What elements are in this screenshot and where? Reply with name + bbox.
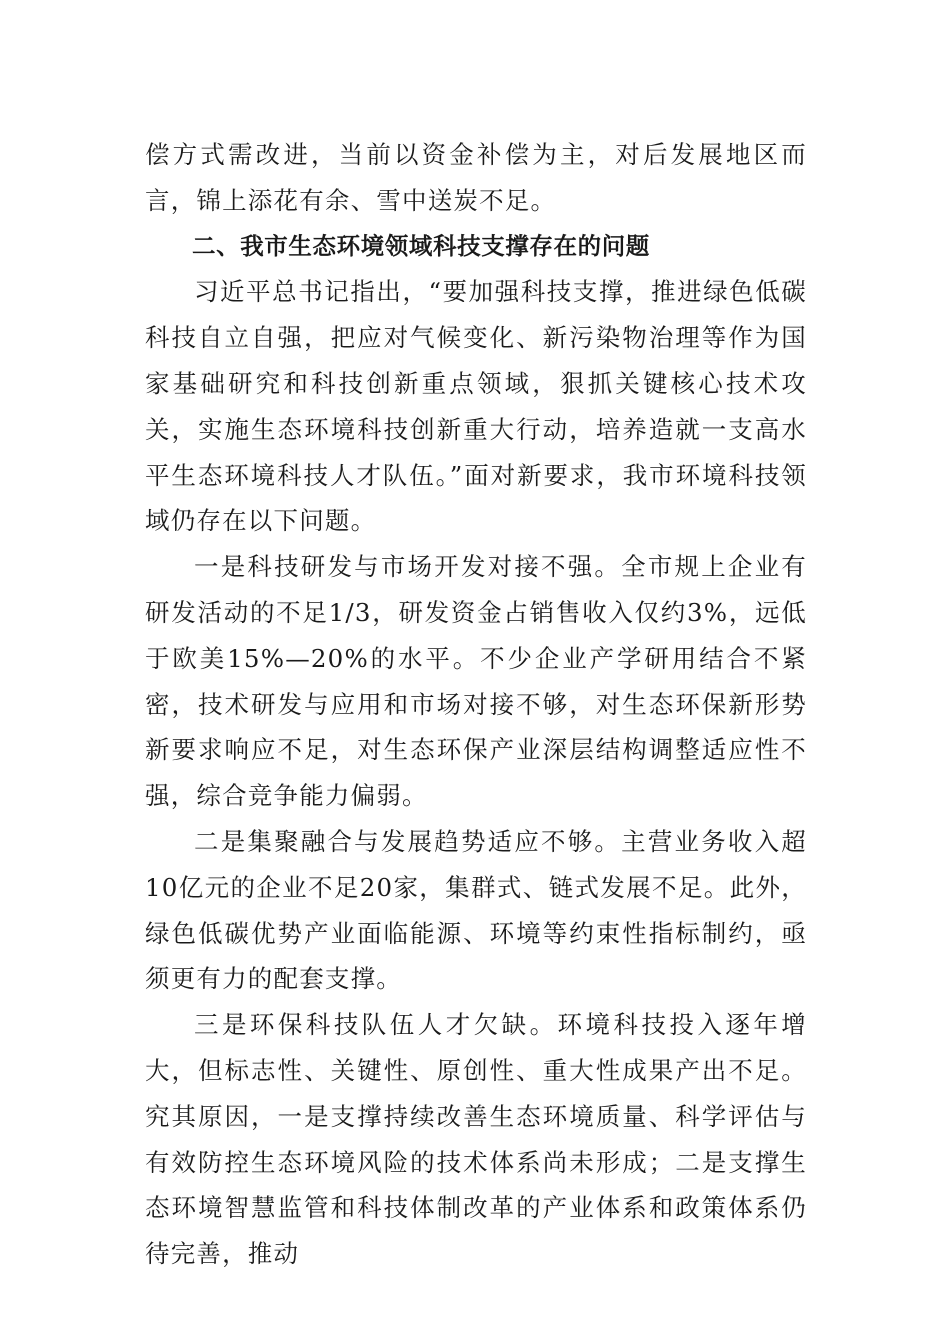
paragraph-intro: 习近平总书记指出，“要加强科技支撑，推进绿色低碳科技自立自强，把应对气候变化、新污染物治理等作为国家基础研究和科技创新重点领域，狠抓关键核心技术攻关，实施生态环境科技创新重大行动，培养造就一支高水平生态环境科技人才队伍。”面对新要求，我市环境科技领域仍存在以下问题。: [145, 277, 807, 536]
paragraph-continuation: 偿方式需改进，当前以资金补偿为主，对后发展地区而言，锦上添花有余、雪中送炭不足。: [145, 140, 807, 215]
paragraph-point-two: 二是集聚融合与发展趋势适应不够。主营业务收入超10亿元的企业不足20家，集群式、链式发展不足。此外，绿色低碳优势产业面临能源、环境等约束性指标制约，亟须更有力的配套支撑。: [145, 826, 807, 994]
paragraph-point-three: 三是环保科技队伍人才欠缺。环境科技投入逐年增大，但标志性、关键性、原创性、重大性成果产出不足。究其原因，一是支撑持续改善生态环境质量、科学评估与有效防控生态环境风险的技术体系尚未形成；二是支撑生态环境智慧监管和科技体制改革的产业体系和政策体系仍待完善，推动: [145, 1010, 807, 1269]
document-body: [145, 132, 807, 1277]
paragraph-point-one: 一是科技研发与市场开发对接不强。全市规上企业有研发活动的不足1/3，研发资金占销售收入仅约3%，远低于欧美15%—20%的水平。不少企业产学研用结合不紧密，技术研发与应用和市场对接不够，对生态环保新形势新要求响应不足，对生态环保产业深层结构调整适应性不强，综合竞争能力偏弱。: [145, 552, 807, 811]
section-heading: 二、我市生态环境领域科技支撑存在的问题: [192, 231, 650, 260]
